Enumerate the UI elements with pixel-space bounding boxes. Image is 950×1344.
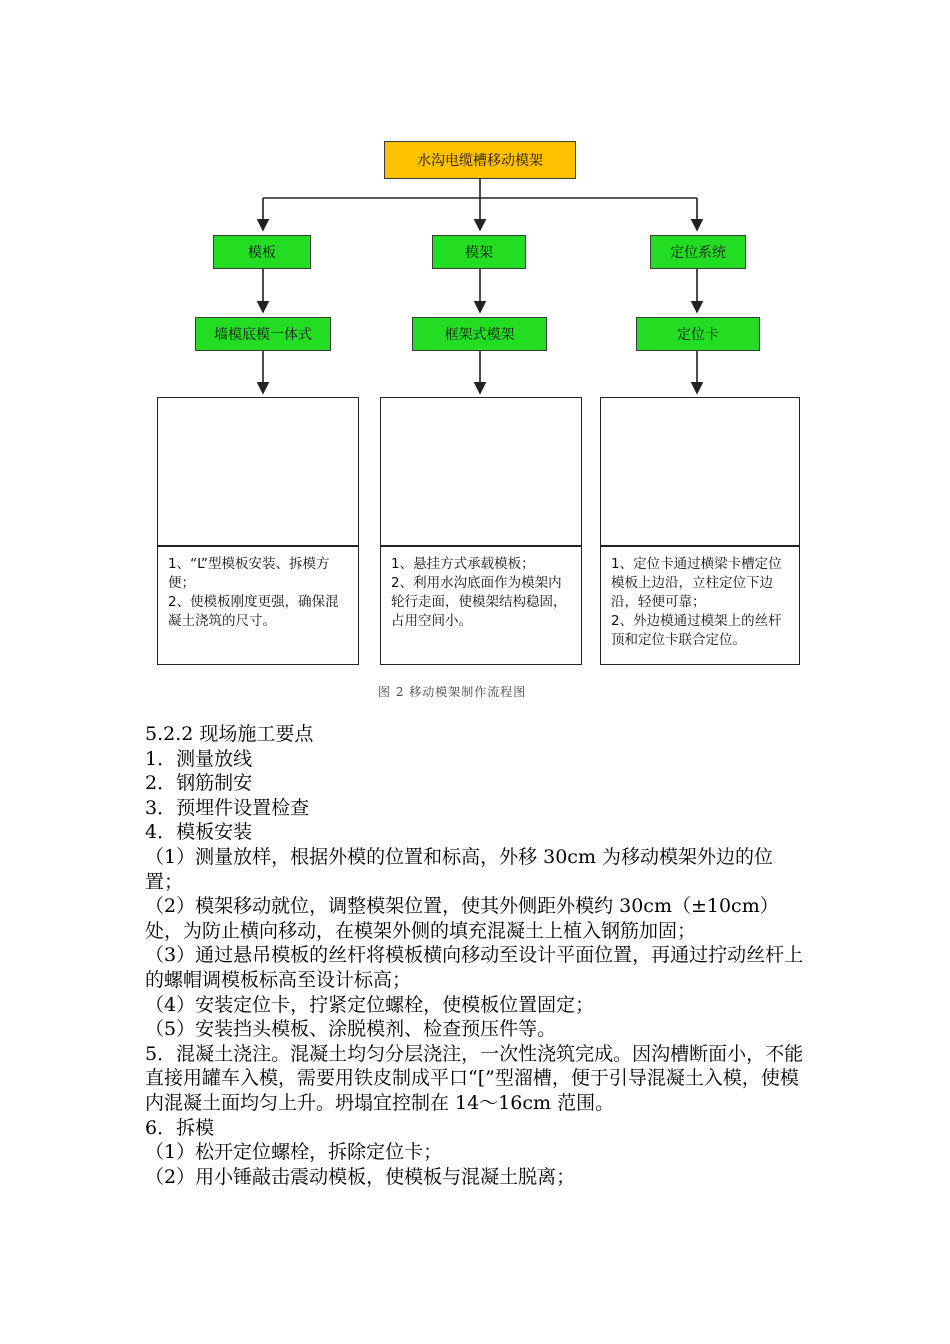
paragraph: 5．混凝土浇注。混凝土均匀分层浇注，一次性浇筑完成。因沟槽断面小，不能直接用罐车入模，需要用铁皮制成平口“[”型溜槽，便于引导混凝土入模，使模内混凝土面均匀上升。坍塌宜控制在 14～16cm 范围。	[145, 1042, 804, 1114]
paragraph: 4．模板安装	[145, 821, 253, 844]
flowchart-root-node: 水沟电缆槽移动模架	[384, 141, 576, 179]
paragraph: 1．测量放线	[145, 747, 253, 770]
sub-node-frame: 框架式模架	[412, 317, 547, 351]
paragraph: 6．拆模	[145, 1116, 215, 1139]
note-text: 2、使模板刚度更强，确保混凝土浇筑的尺寸。	[168, 594, 339, 629]
document-body	[145, 722, 810, 1189]
branch-node-frame: 模架	[432, 235, 526, 269]
paragraph: （1）松开定位螺栓，拆除定位卡；	[145, 1141, 443, 1164]
flowchart-figure	[150, 135, 810, 705]
branch-node-positioning: 定位系统	[650, 235, 746, 269]
paragraph: （1）测量放样，根据外模的位置和标高，外移 30cm 为移动模架外边的位置；	[145, 845, 774, 893]
figure-caption: 图 2 移动模架制作流程图	[378, 685, 527, 699]
sub-node-positioning: 定位卡	[636, 317, 760, 351]
paragraph: （4）安装定位卡，拧紧定位螺栓，使模板位置固定；	[145, 993, 595, 1016]
panel-formwork-notes	[168, 555, 350, 631]
paragraph: 2．钢筋制安	[145, 772, 253, 795]
paragraph: （2）用小锤敲击震动模板，使模板与混凝土脱离；	[145, 1165, 576, 1188]
section-heading: 5.2.2 现场施工要点	[145, 723, 314, 745]
note-text: 2、利用水沟底面作为模架内轮行走面，使模架结构稳固，占用空间小。	[391, 575, 567, 629]
paragraph: （3）通过悬吊模板的丝杆将模板横向移动至设计平面位置，再通过拧动丝杆上的螺帽调模板标高至设计标高；	[145, 944, 804, 991]
note-text: 2、外边模通过模架上的丝杆顶和定位卡联合定位。	[611, 613, 782, 648]
panel-positioning-notes	[611, 555, 795, 650]
paragraph: 3．预埋件设置检查	[145, 796, 310, 819]
paragraph: （5）安装挡头模板、涂脱模剂、检查预压件等。	[145, 1018, 557, 1041]
note-text: 1、定位卡通过横梁卡槽定位模板上边沿，立柱定位下边沿，轻便可靠；	[611, 556, 782, 610]
panel-frame-notes	[391, 555, 575, 631]
note-text: 1、悬挂方式承载模板；	[391, 556, 535, 572]
branch-node-formwork: 模板	[213, 235, 311, 269]
paragraph: （2）模架移动就位，调整模架位置，使其外侧距外模约 30cm（±10cm）处，为防止横向移动，在模架外侧的填充混凝土上植入钢筋加固；	[145, 895, 779, 942]
sub-node-formwork: 墙模底模一体式	[195, 317, 331, 351]
note-text: 1、“L”型模板安装、拆模方便；	[168, 556, 330, 591]
